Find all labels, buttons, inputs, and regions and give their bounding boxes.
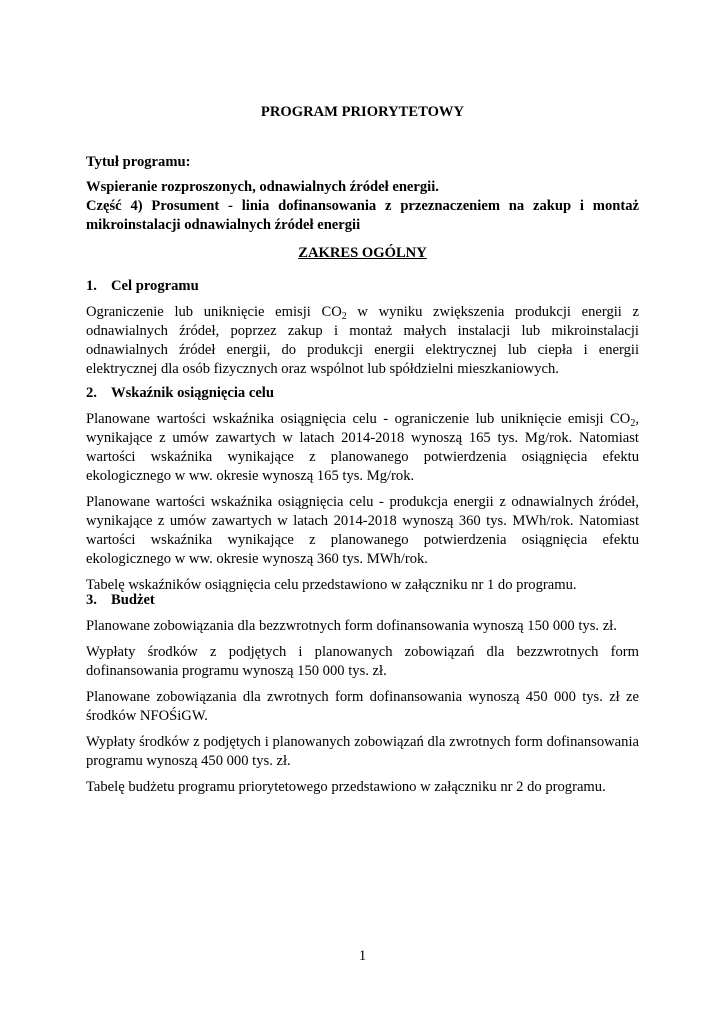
subscript: 2 bbox=[341, 311, 347, 322]
paragraph bbox=[86, 303, 639, 379]
paragraph bbox=[86, 410, 639, 486]
section-budget bbox=[86, 591, 639, 804]
text-run: , wynikające z umów zawartych w latach 2014-2018 wynoszą 165 tys. Mg/rok. Natomiast wartości wskaźnika wynikające z planowanego potwierdzenia osiągnięcia efektu ekologicznego w ww. okresie wynoszą 165 tys. Mg/rok. bbox=[86, 411, 639, 484]
paragraph: Wypłaty środków z podjętych i planowanych zobowiązań dla bezzwrotnych form dofinansowania programu wynoszą 150 000 tys. zł. bbox=[86, 644, 639, 679]
document-title: PROGRAM PRIORYTETOWY bbox=[260, 104, 465, 120]
section-title: Cel programu bbox=[111, 278, 199, 294]
paragraph: Wypłaty środków z podjętych i planowanych zobowiązań dla zwrotnych form dofinansowania programu wynoszą 450 000 tys. zł. bbox=[86, 734, 639, 769]
section-number: 1. bbox=[86, 278, 97, 294]
paragraph: Planowane zobowiązania dla bezzwrotnych form dofinansowania wynoszą 150 000 tys. zł. bbox=[86, 618, 617, 634]
text-run: Ograniczenie lub uniknięcie emisji CO bbox=[86, 304, 342, 320]
paragraph: Planowane wartości wskaźnika osiągnięcia celu - produkcja energii z odnawialnych źródeł, wynikające z umów zawartych w latach 2014-2018 wynoszą 360 tys. MWh/rok. Natomiast wartości wskaźnika wynikające z planowanego potwierdzenia osiągnięcia efektu ekologicznego w ww. okresie wynoszą 360 tys. MWh/rok. bbox=[86, 494, 639, 567]
section-goal bbox=[86, 277, 639, 386]
paragraph: Planowane zobowiązania dla zwrotnych form dofinansowania wynoszą 450 000 tys. zł ze środków NFOŚiGW. bbox=[86, 689, 639, 724]
section-title: Budżet bbox=[111, 592, 155, 608]
section-heading bbox=[86, 591, 639, 610]
text-run: w wyniku zwiększenia produkcji energii z odnawialnych źródeł, poprzez zakup i montaż małych instalacji lub mikroinstalacji odnawialnych źródeł energii, do produkcji energii elektrycznej lub ciepła i energii elektrycznej dla osób fizycznych oraz wspólnot lub spółdzielni mieszkaniowych. bbox=[86, 304, 639, 377]
paragraph: Tabelę wskaźników osiągnięcia celu przedstawiono w załączniku nr 1 do programu. bbox=[86, 577, 577, 593]
section-heading bbox=[86, 384, 639, 403]
subscript: 2 bbox=[630, 418, 636, 429]
section-title: Wskaźnik osiągnięcia celu bbox=[111, 385, 274, 401]
program-part: Część 4) Prosument - linia dofinansowania z przeznaczeniem na zakup i montaż mikroinstalacji odnawialnych źródeł energii bbox=[86, 198, 639, 233]
text-run: Planowane wartości wskaźnika osiągnięcia celu - ograniczenie lub uniknięcie emisji CO bbox=[86, 411, 631, 427]
program-label: Tytuł programu: bbox=[86, 154, 191, 170]
paragraph: Tabelę budżetu programu priorytetowego przedstawiono w załączniku nr 2 do programu. bbox=[86, 779, 606, 795]
section-number: 2. bbox=[86, 385, 97, 401]
page-number: 1 bbox=[358, 948, 367, 964]
scope-heading: ZAKRES OGÓLNY bbox=[298, 245, 427, 261]
section-number: 3. bbox=[86, 592, 97, 608]
program-name: Wspieranie rozproszonych, odnawialnych źródeł energii. bbox=[86, 179, 439, 195]
program-title-block bbox=[86, 178, 639, 235]
section-indicator bbox=[86, 384, 639, 602]
section-heading bbox=[86, 277, 639, 296]
